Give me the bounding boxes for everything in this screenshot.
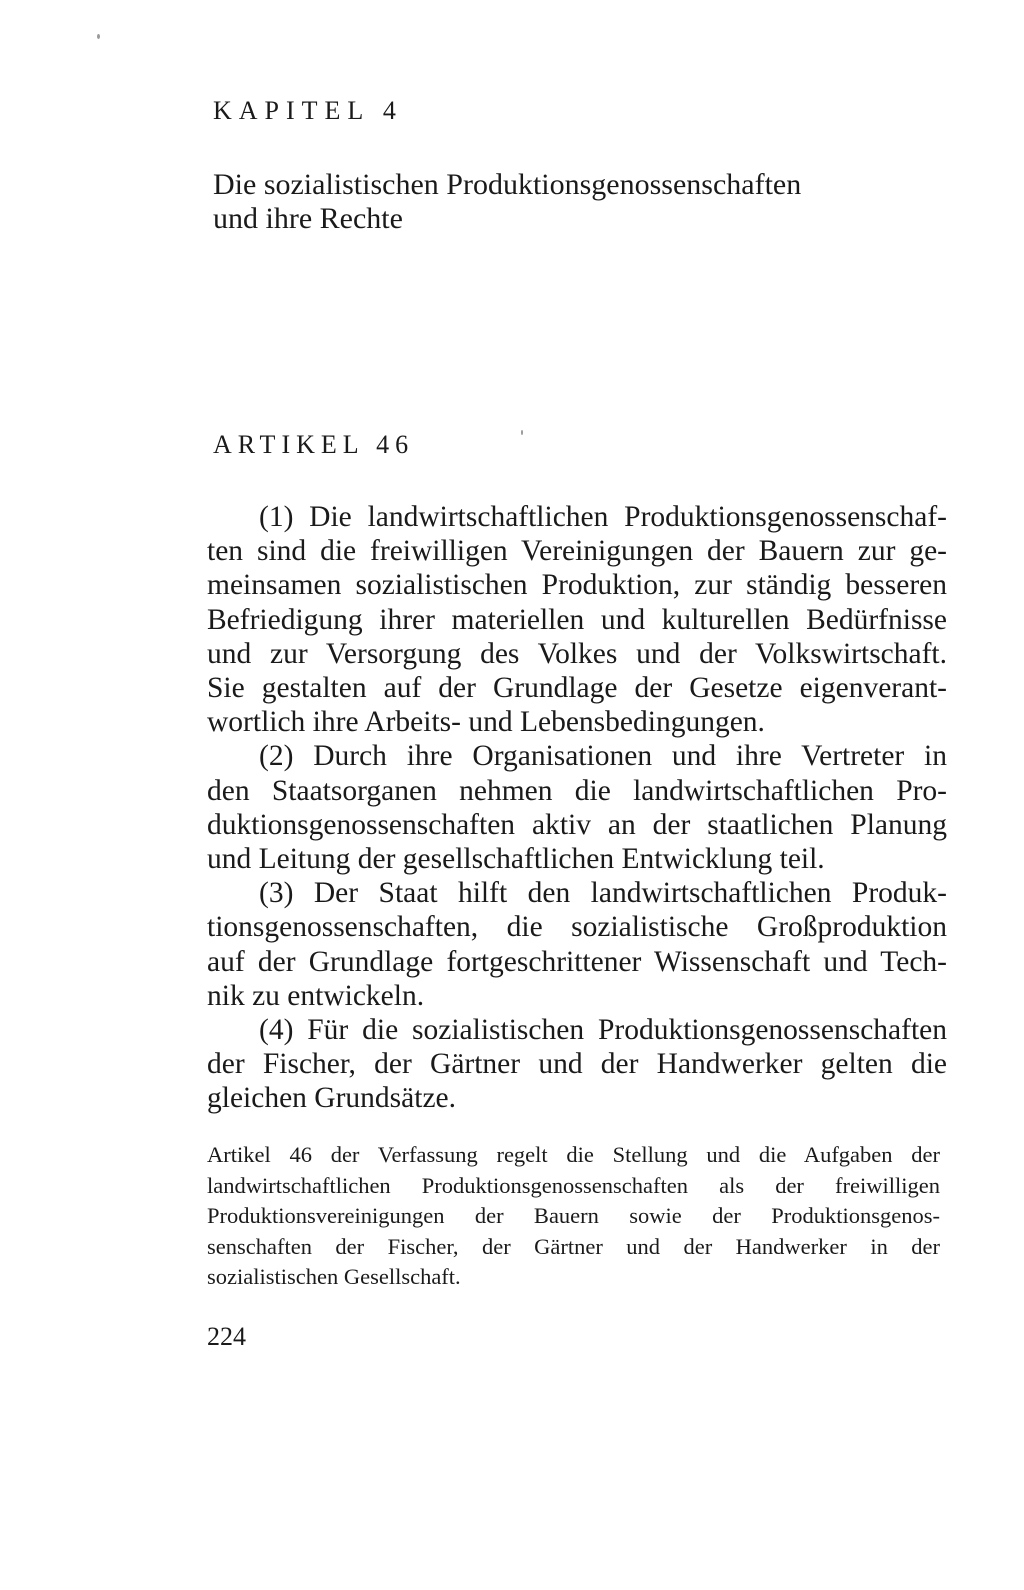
commentary-line: Artikel 46 der Verfassung regelt die Stellung und die Aufgaben der (207, 1142, 940, 1167)
text-line: der Fischer, der Gärtner und der Handwerker gelten die (207, 1048, 947, 1081)
text-line: Sie gestalten auf der Grundlage der Gesetze eigenverant- (207, 672, 947, 705)
print-speck (521, 430, 523, 435)
article-paragraph-1 (207, 500, 947, 739)
text-line: nik zu entwickeln. (207, 979, 425, 1012)
article-label: ARTIKEL 46 (213, 430, 415, 459)
chapter-label: KAPITEL 4 (213, 96, 403, 125)
commentary-line: Produktionsvereinigungen der Bauern sowie der Produktionsgenos- (207, 1203, 940, 1228)
text-line: tionsgenossenschaften, die sozialistische Großproduktion (207, 911, 947, 944)
text-line: gleichen Grundsätze. (207, 1082, 457, 1115)
article-paragraph-2 (207, 739, 947, 876)
text-line: (1) Die landwirtschaftlichen Produktionsgenossenschaf- (259, 501, 947, 533)
commentary-note (207, 1140, 940, 1293)
text-line: auf der Grundlage fortgeschrittener Wissenschaft und Tech- (207, 945, 947, 978)
text-line: den Staatsorganen nehmen die landwirtschaftlichen Pro- (207, 774, 947, 807)
commentary-line: landwirtschaftlichen Produktionsgenossenschaften als der freiwilligen (207, 1172, 940, 1198)
text-line: Befriedigung ihrer materiellen und kulturellen Bedürfnisse (207, 603, 947, 636)
text-line: meinsamen sozialistischen Produktion, zur ständig besseren (207, 569, 947, 602)
print-speck (97, 34, 100, 39)
chapter-title (213, 168, 853, 236)
commentary-line: senschaften der Fischer, der Gärtner und der Handwerker in der (207, 1233, 940, 1259)
text-line: ten sind die freiwilligen Vereinigungen der Bauern zur ge- (207, 535, 947, 568)
text-line: und Leitung der gesellschaftlichen Entwicklung teil. (207, 843, 825, 876)
page-number: 224 (207, 1322, 246, 1351)
chapter-title-line: und ihre Rechte (213, 202, 403, 235)
article-paragraph-3 (207, 876, 947, 1013)
text-line: (3) Der Staat hilft den landwirtschaftlichen Produk- (259, 877, 947, 910)
chapter-title-line: Die sozialistischen Produktionsgenossenschaften (213, 168, 802, 201)
article-paragraph-4 (207, 1013, 947, 1116)
article-body (207, 500, 947, 1116)
text-line: (2) Durch ihre Organisationen und ihre Vertreter in (259, 740, 947, 773)
commentary-line: sozialistischen Gesellschaft. (207, 1264, 461, 1289)
text-line: und zur Versorgung des Volkes und der Volkswirtschaft. (207, 637, 947, 670)
text-line: (4) Für die sozialistischen Produktionsgenossenschaften (259, 1014, 947, 1047)
text-line: wortlich ihre Arbeits- und Lebensbedingungen. (207, 706, 765, 739)
text-line: duktionsgenossenschaften aktiv an der staatlichen Planung (207, 808, 947, 841)
